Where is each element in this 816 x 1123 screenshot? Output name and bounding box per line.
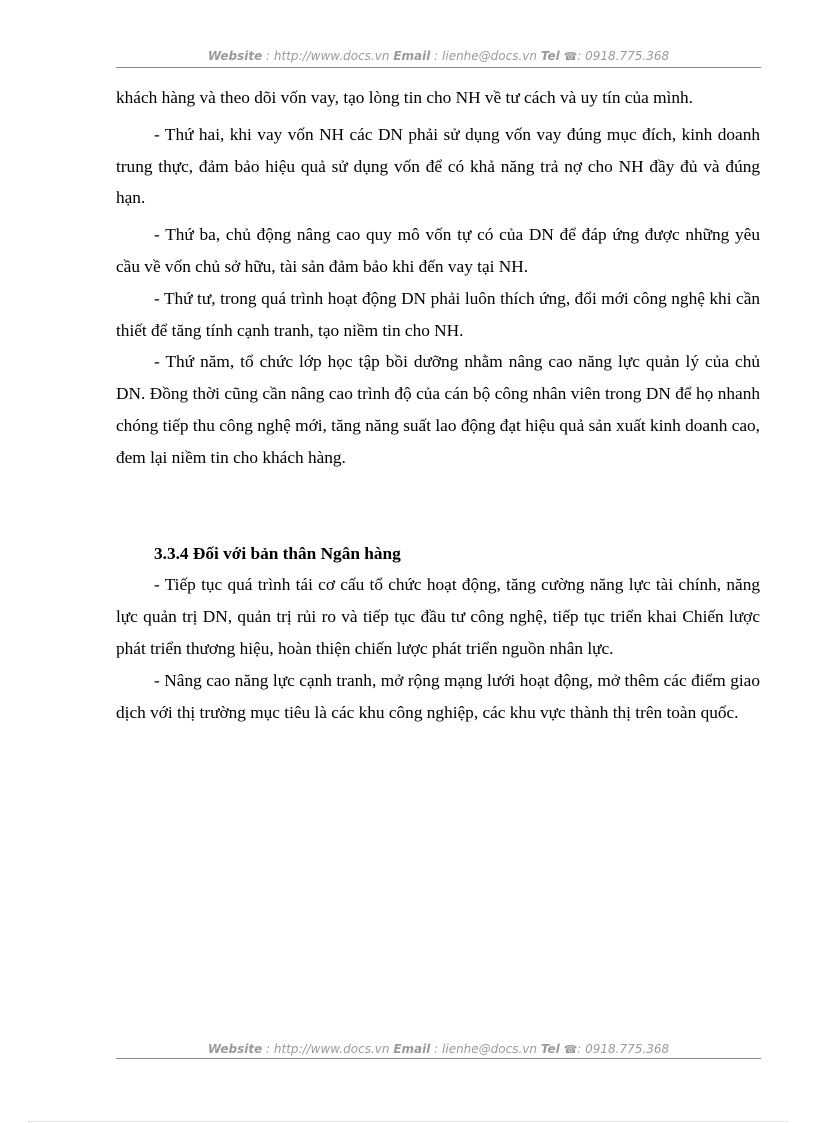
phone-icon: ☎ [563, 50, 578, 63]
tel-value: : 0918.775.368 [577, 49, 670, 63]
tel-value: : 0918.775.368 [577, 1042, 670, 1056]
document-body [116, 82, 760, 728]
paragraph-4: - Thứ tư, trong quá trình hoạt động DN phải luôn thích ứng, đổi mới công nghệ khi cần thiết để tăng tính cạnh tranh, tạo niềm tin cho NH. [116, 288, 760, 340]
website-value: : http://www.docs.vn [266, 49, 390, 63]
tel-label: Tel [540, 49, 560, 63]
page-footer [116, 1041, 761, 1058]
page-edge-divider [28, 1121, 788, 1122]
paragraph-5: - Thứ năm, tổ chức lớp học tập bồi dưỡng nhằm nâng cao năng lực quản lý của chủ DN. Đồng thời cũng cần nâng cao trình độ của cán bộ công nhân viên trong DN để họ nhanh chóng tiếp thu công nghệ mới, tăng năng suất lao động đạt hiệu quả sản xuất kinh doanh cao, đem lại niềm tin cho khách hàng. [116, 352, 760, 467]
paragraph-6: - Tiếp tục quá trình tái cơ cấu tổ chức hoạt động, tăng cường năng lực tài chính, năng lực quản trị DN, quản trị rủi ro và tiếp tục đầu tư công nghệ, tiếp tục triển khai Chiến lược phát triển thương hiệu, hoàn thiện chiến lược phát triển nguồn nhân lực. [116, 575, 760, 658]
website-label: Website [207, 1042, 263, 1056]
email-value: : lienhe@docs.vn [434, 1042, 538, 1056]
paragraph-3: - Thứ ba, chủ động nâng cao quy mô vốn tự có của DN để đáp ứng được những yêu cầu về vốn chủ sở hữu, tài sản đảm bảo khi đến vay tại NH. [116, 225, 760, 276]
page-header [116, 48, 761, 65]
phone-icon: ☎ [563, 1043, 578, 1056]
header-rule [116, 67, 761, 68]
website-label: Website [207, 49, 263, 63]
email-label: Email [393, 49, 431, 63]
website-value: : http://www.docs.vn [266, 1042, 390, 1056]
paragraph-1: khách hàng và theo dõi vốn vay, tạo lòng tin cho NH về tư cách và uy tín của mình. [116, 88, 693, 107]
email-label: Email [393, 1042, 431, 1056]
section-heading: 3.3.4 Đối với bản thân Ngân hàng [154, 543, 401, 563]
footer-rule [116, 1058, 761, 1059]
paragraph-2: - Thứ hai, khi vay vốn NH các DN phải sử dụng vốn vay đúng mục đích, kinh doanh trung thực, đảm bảo hiệu quả sử dụng vốn để có khả năng trả nợ cho NH đầy đủ và đúng hạn. [116, 124, 760, 208]
paragraph-7: - Nâng cao năng lực cạnh tranh, mở rộng mạng lưới hoạt động, mở thêm các điểm giao dịch với thị trường mục tiêu là các khu công nghiệp, các khu vực thành thị trên toàn quốc. [116, 670, 760, 722]
tel-label: Tel [540, 1042, 560, 1056]
email-value: : lienhe@docs.vn [434, 49, 538, 63]
